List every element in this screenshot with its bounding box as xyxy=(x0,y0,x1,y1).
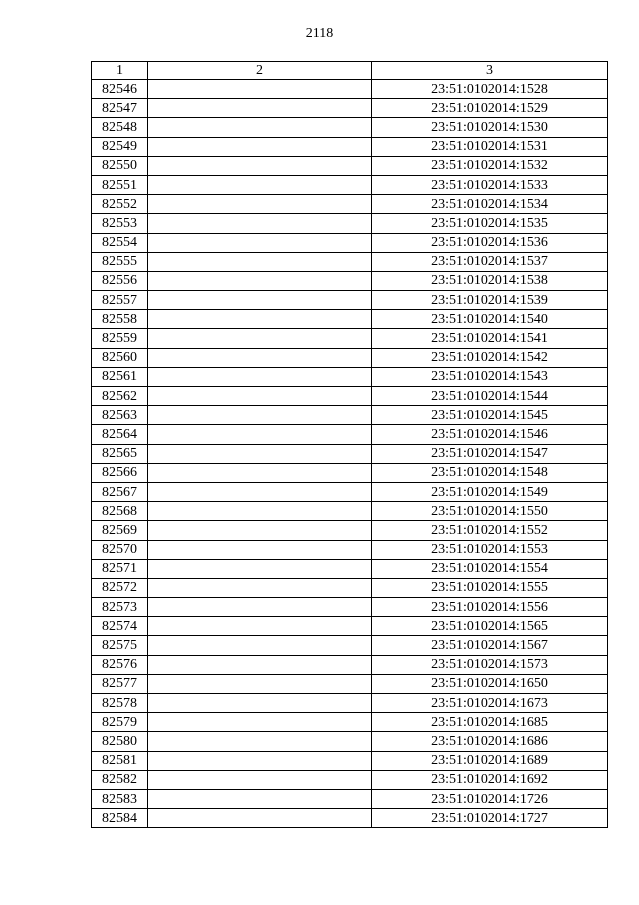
table-row xyxy=(92,271,608,290)
table-row xyxy=(92,598,608,617)
row-number-cell: 82559 xyxy=(92,329,148,348)
table-row xyxy=(92,809,608,828)
table-header-row xyxy=(92,62,608,80)
row-number-cell: 82562 xyxy=(92,387,148,406)
description-cell xyxy=(148,233,372,252)
table-row xyxy=(92,118,608,137)
description-cell xyxy=(148,809,372,828)
column-header-2: 2 xyxy=(148,62,372,80)
description-cell xyxy=(148,387,372,406)
cadastral-number-cell: 23:51:0102014:1536 xyxy=(372,233,608,252)
table-row xyxy=(92,195,608,214)
cadastral-number-cell: 23:51:0102014:1531 xyxy=(372,137,608,156)
cadastral-number-cell: 23:51:0102014:1549 xyxy=(372,482,608,501)
table-row xyxy=(92,578,608,597)
row-number-cell: 82574 xyxy=(92,617,148,636)
table-row xyxy=(92,425,608,444)
cadastral-number-cell: 23:51:0102014:1673 xyxy=(372,694,608,713)
table-row xyxy=(92,406,608,425)
cadastral-number-cell: 23:51:0102014:1548 xyxy=(372,463,608,482)
description-cell xyxy=(148,598,372,617)
description-cell xyxy=(148,348,372,367)
cadastral-number-cell: 23:51:0102014:1552 xyxy=(372,521,608,540)
row-number-cell: 82568 xyxy=(92,502,148,521)
description-cell xyxy=(148,425,372,444)
description-cell xyxy=(148,406,372,425)
row-number-cell: 82575 xyxy=(92,636,148,655)
table-row xyxy=(92,348,608,367)
description-cell xyxy=(148,655,372,674)
row-number-cell: 82565 xyxy=(92,444,148,463)
cadastral-number-cell: 23:51:0102014:1543 xyxy=(372,367,608,386)
description-cell xyxy=(148,674,372,693)
description-cell xyxy=(148,80,372,99)
table-row xyxy=(92,502,608,521)
table-row xyxy=(92,713,608,732)
cadastral-number-cell: 23:51:0102014:1550 xyxy=(372,502,608,521)
table-row xyxy=(92,214,608,233)
description-cell xyxy=(148,751,372,770)
table-row xyxy=(92,636,608,655)
table-row xyxy=(92,291,608,310)
cadastral-number-cell: 23:51:0102014:1537 xyxy=(372,252,608,271)
cadastral-number-cell: 23:51:0102014:1534 xyxy=(372,195,608,214)
row-number-cell: 82571 xyxy=(92,559,148,578)
row-number-cell: 82573 xyxy=(92,598,148,617)
cadastral-number-cell: 23:51:0102014:1547 xyxy=(372,444,608,463)
table-row xyxy=(92,329,608,348)
description-cell xyxy=(148,291,372,310)
cadastral-number-cell: 23:51:0102014:1554 xyxy=(372,559,608,578)
description-cell xyxy=(148,521,372,540)
row-number-cell: 82569 xyxy=(92,521,148,540)
description-cell xyxy=(148,214,372,233)
description-cell xyxy=(148,271,372,290)
table-row xyxy=(92,770,608,789)
row-number-cell: 82548 xyxy=(92,118,148,137)
cadastral-number-cell: 23:51:0102014:1689 xyxy=(372,751,608,770)
description-cell xyxy=(148,540,372,559)
register-table xyxy=(91,61,608,828)
description-cell xyxy=(148,770,372,789)
description-cell xyxy=(148,137,372,156)
row-number-cell: 82578 xyxy=(92,694,148,713)
description-cell xyxy=(148,502,372,521)
table-row xyxy=(92,99,608,118)
table-row xyxy=(92,751,608,770)
description-cell xyxy=(148,463,372,482)
description-cell xyxy=(148,732,372,751)
row-number-cell: 82567 xyxy=(92,482,148,501)
description-cell xyxy=(148,367,372,386)
table-row xyxy=(92,367,608,386)
table-row xyxy=(92,463,608,482)
cadastral-number-cell: 23:51:0102014:1686 xyxy=(372,732,608,751)
row-number-cell: 82564 xyxy=(92,425,148,444)
cadastral-number-cell: 23:51:0102014:1529 xyxy=(372,99,608,118)
table-row xyxy=(92,732,608,751)
description-cell xyxy=(148,789,372,808)
row-number-cell: 82556 xyxy=(92,271,148,290)
cadastral-number-cell: 23:51:0102014:1528 xyxy=(372,80,608,99)
table-row xyxy=(92,252,608,271)
row-number-cell: 82552 xyxy=(92,195,148,214)
description-cell xyxy=(148,713,372,732)
description-cell xyxy=(148,482,372,501)
cadastral-number-cell: 23:51:0102014:1546 xyxy=(372,425,608,444)
table-row xyxy=(92,789,608,808)
row-number-cell: 82546 xyxy=(92,80,148,99)
cadastral-number-cell: 23:51:0102014:1556 xyxy=(372,598,608,617)
table-row xyxy=(92,387,608,406)
row-number-cell: 82583 xyxy=(92,789,148,808)
row-number-cell: 82555 xyxy=(92,252,148,271)
cadastral-number-cell: 23:51:0102014:1726 xyxy=(372,789,608,808)
row-number-cell: 82581 xyxy=(92,751,148,770)
cadastral-number-cell: 23:51:0102014:1544 xyxy=(372,387,608,406)
page-number: 2118 xyxy=(305,26,334,41)
row-number-cell: 82570 xyxy=(92,540,148,559)
table-row xyxy=(92,444,608,463)
table-row xyxy=(92,175,608,194)
cadastral-number-cell: 23:51:0102014:1565 xyxy=(372,617,608,636)
description-cell xyxy=(148,694,372,713)
row-number-cell: 82566 xyxy=(92,463,148,482)
row-number-cell: 82582 xyxy=(92,770,148,789)
cadastral-number-cell: 23:51:0102014:1542 xyxy=(372,348,608,367)
table-row xyxy=(92,482,608,501)
cadastral-number-cell: 23:51:0102014:1650 xyxy=(372,674,608,693)
description-cell xyxy=(148,636,372,655)
table-row xyxy=(92,137,608,156)
table-row xyxy=(92,559,608,578)
description-cell xyxy=(148,310,372,329)
cadastral-number-cell: 23:51:0102014:1727 xyxy=(372,809,608,828)
table-row xyxy=(92,521,608,540)
table-row xyxy=(92,655,608,674)
row-number-cell: 82557 xyxy=(92,291,148,310)
description-cell xyxy=(148,118,372,137)
description-cell xyxy=(148,329,372,348)
row-number-cell: 82549 xyxy=(92,137,148,156)
description-cell xyxy=(148,444,372,463)
row-number-cell: 82584 xyxy=(92,809,148,828)
description-cell xyxy=(148,156,372,175)
description-cell xyxy=(148,195,372,214)
register-table-body xyxy=(92,62,608,828)
row-number-cell: 82547 xyxy=(92,99,148,118)
table-row xyxy=(92,233,608,252)
row-number-cell: 82550 xyxy=(92,156,148,175)
row-number-cell: 82577 xyxy=(92,674,148,693)
cadastral-number-cell: 23:51:0102014:1692 xyxy=(372,770,608,789)
column-header-3: 3 xyxy=(372,62,608,80)
description-cell xyxy=(148,175,372,194)
table-row xyxy=(92,310,608,329)
row-number-cell: 82551 xyxy=(92,175,148,194)
table-row xyxy=(92,540,608,559)
cadastral-number-cell: 23:51:0102014:1530 xyxy=(372,118,608,137)
table-row xyxy=(92,674,608,693)
row-number-cell: 82554 xyxy=(92,233,148,252)
table-row xyxy=(92,617,608,636)
cadastral-number-cell: 23:51:0102014:1555 xyxy=(372,578,608,597)
description-cell xyxy=(148,252,372,271)
description-cell xyxy=(148,559,372,578)
description-cell xyxy=(148,99,372,118)
row-number-cell: 82561 xyxy=(92,367,148,386)
row-number-cell: 82563 xyxy=(92,406,148,425)
row-number-cell: 82579 xyxy=(92,713,148,732)
cadastral-number-cell: 23:51:0102014:1685 xyxy=(372,713,608,732)
description-cell xyxy=(148,578,372,597)
description-cell xyxy=(148,617,372,636)
cadastral-number-cell: 23:51:0102014:1539 xyxy=(372,291,608,310)
cadastral-number-cell: 23:51:0102014:1553 xyxy=(372,540,608,559)
table-row xyxy=(92,156,608,175)
row-number-cell: 82580 xyxy=(92,732,148,751)
cadastral-number-cell: 23:51:0102014:1573 xyxy=(372,655,608,674)
column-header-1: 1 xyxy=(92,62,148,80)
cadastral-number-cell: 23:51:0102014:1545 xyxy=(372,406,608,425)
table-row xyxy=(92,80,608,99)
cadastral-number-cell: 23:51:0102014:1540 xyxy=(372,310,608,329)
row-number-cell: 82576 xyxy=(92,655,148,674)
table-row xyxy=(92,694,608,713)
row-number-cell: 82558 xyxy=(92,310,148,329)
cadastral-number-cell: 23:51:0102014:1541 xyxy=(372,329,608,348)
cadastral-number-cell: 23:51:0102014:1533 xyxy=(372,175,608,194)
row-number-cell: 82560 xyxy=(92,348,148,367)
cadastral-number-cell: 23:51:0102014:1535 xyxy=(372,214,608,233)
row-number-cell: 82553 xyxy=(92,214,148,233)
cadastral-number-cell: 23:51:0102014:1567 xyxy=(372,636,608,655)
row-number-cell: 82572 xyxy=(92,578,148,597)
cadastral-number-cell: 23:51:0102014:1532 xyxy=(372,156,608,175)
cadastral-number-cell: 23:51:0102014:1538 xyxy=(372,271,608,290)
